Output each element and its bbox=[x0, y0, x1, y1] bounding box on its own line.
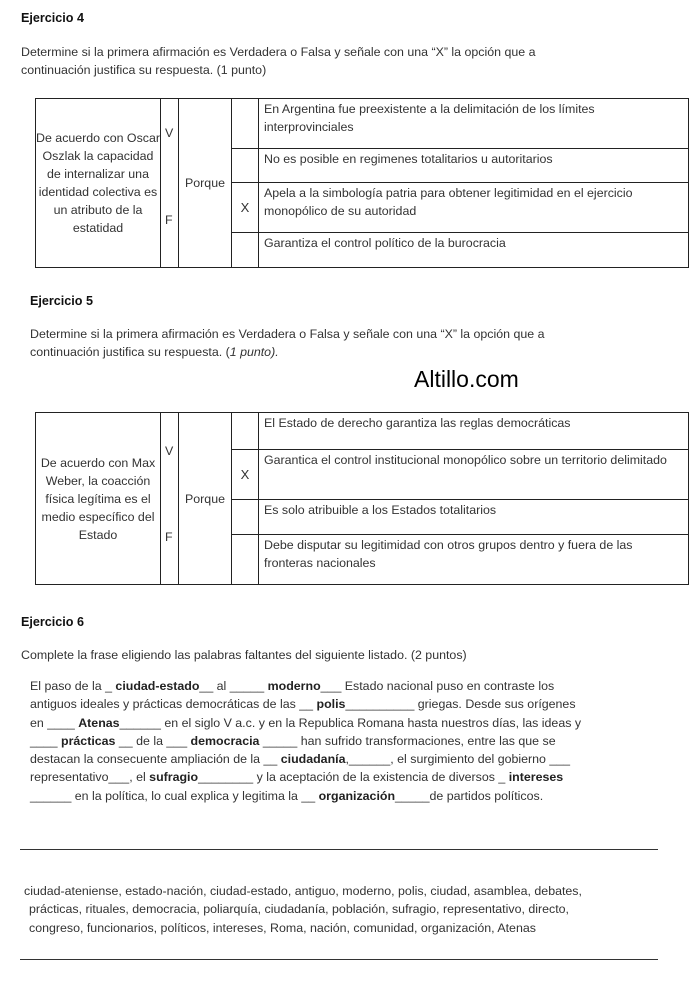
ex5-instructions-line1: Determine si la primera afirmación es Verdadera o Falsa y señale con una “X” la opción que a bbox=[30, 327, 545, 341]
ex6-word-list-line-1: ciudad-ateniense, estado-nación, ciudad-estado, antiguo, moderno, polis, ciudad, asamblea, debates, bbox=[24, 884, 582, 898]
ex5-option-2: Garantica el control institucional monopólico sobre un territorio delimitado bbox=[259, 450, 689, 500]
ex6-line-7: ______ en la política, lo cual explica y legitima la __ organización_____de partidos políticos. bbox=[30, 788, 544, 803]
watermark: Altillo.com bbox=[414, 366, 519, 392]
ex6-answer: democracia bbox=[190, 733, 260, 748]
ex5-heading: Ejercicio 5 bbox=[30, 294, 94, 308]
ex6-answer: polis bbox=[316, 697, 346, 712]
ex5-option-1: El Estado de derecho garantiza las reglas democráticas bbox=[259, 413, 689, 450]
ex4-option-1: En Argentina fue preexistente a la delimitación de los límites interprovinciales bbox=[259, 99, 689, 149]
ex5-mark-2[interactable]: X bbox=[232, 450, 259, 500]
ex6-word-list bbox=[24, 882, 684, 937]
ex4-instructions bbox=[21, 43, 681, 79]
ex4-heading: Ejercicio 4 bbox=[21, 11, 85, 25]
ex4-option-2: No es posible en regimenes totalitarios u autoritarios bbox=[259, 149, 689, 183]
ex4-instructions-line2: continuación justifica su respuesta. (1 punto) bbox=[21, 63, 267, 77]
ex6-answer: organización bbox=[318, 788, 396, 803]
ex4-mark-2[interactable] bbox=[232, 149, 259, 183]
divider-top bbox=[20, 849, 658, 850]
ex6-answer: prácticas bbox=[61, 733, 116, 748]
ex6-paragraph bbox=[30, 677, 690, 805]
ex4-v-label: V bbox=[165, 125, 174, 140]
ex5-statement: De acuerdo con Max Weber, la coacción física legítima es el medio específico del Estado bbox=[36, 413, 161, 585]
ex5-option-4: Debe disputar su legitimidad con otros grupos dentro y fuera de las fronteras nacionales bbox=[259, 535, 689, 585]
ex4-option-3: Apela a la simbología patria para obtener legitimidad en el ejercicio monopólico de su autoridad bbox=[259, 183, 689, 233]
ex4-mark-4[interactable] bbox=[232, 233, 259, 268]
ex6-word-list-line-3: congreso, funcionarios, políticos, intereses, Roma, nación, comunidad, organización, Atenas bbox=[29, 920, 536, 935]
ex6-answer: ciudad-estado bbox=[115, 679, 200, 693]
ex5-instructions-line2-b: 1 punto). bbox=[229, 345, 279, 359]
ex6-heading: Ejercicio 6 bbox=[21, 615, 85, 629]
divider-bottom bbox=[20, 959, 658, 960]
ex6-line-2: antiguos ideales y prácticas democráticas de las __ polis__________ griegas. Desde sus orígenes bbox=[30, 697, 576, 712]
ex4-mark-1[interactable] bbox=[232, 99, 259, 149]
ex5-mark-3[interactable] bbox=[232, 500, 259, 535]
ex4-statement: De acuerdo con Oscar Oszlak la capacidad de internalizar una identidad colectiva es un atributo de la estatidad bbox=[36, 99, 161, 268]
ex5-v-label: V bbox=[165, 443, 174, 458]
ex6-answer: intereses bbox=[508, 770, 564, 785]
ex5-mark-1[interactable] bbox=[232, 413, 259, 450]
ex5-instructions-line2-a: continuación justifica su respuesta. ( bbox=[30, 345, 230, 359]
ex6-answer: moderno bbox=[267, 679, 321, 693]
ex6-line-5: destacan la consecuente ampliación de la __ ciudadanía,______, el surgimiento del gobierno ___ bbox=[30, 752, 571, 767]
ex6-answer: ciudadanía bbox=[280, 752, 346, 767]
ex5-mark-4[interactable] bbox=[232, 535, 259, 585]
ex6-line-1: El paso de la _ ciudad-estado__ al _____ moderno___ Estado nacional puso en contraste los bbox=[30, 679, 555, 693]
ex4-mark-3[interactable]: X bbox=[232, 183, 259, 233]
ex6-line-4: ____ prácticas __ de la ___ democracia _____ han sufrido transformaciones, entre las que se bbox=[30, 733, 556, 748]
ex6-line-3: en ____ Atenas______ en el siglo V a.c. y en la Republica Romana hasta nuestros días, las ideas y bbox=[30, 715, 582, 730]
ex6-instructions: Complete la frase eligiendo las palabras faltantes del siguiente listado. (2 puntos) bbox=[21, 648, 467, 662]
ex5-vf-cell bbox=[161, 413, 179, 585]
ex4-instructions-line1: Determine si la primera afirmación es Verdadera o Falsa y señale con una “X” la opción que a bbox=[21, 45, 536, 59]
ex5-instructions bbox=[30, 325, 680, 361]
ex5-f-label: F bbox=[165, 529, 173, 544]
ex4-f-label: F bbox=[165, 212, 173, 227]
ex4-vf-cell bbox=[161, 99, 179, 268]
ex6-answer: sufragio bbox=[149, 770, 199, 785]
ex4-option-4: Garantiza el control político de la burocracia bbox=[259, 233, 689, 268]
ex6-answer: Atenas bbox=[78, 715, 120, 730]
ex6-line-6: representativo___, el sufragio________ y la aceptación de la existencia de diversos _ intereses bbox=[30, 770, 564, 785]
ex5-instructions-line2 bbox=[30, 343, 680, 361]
ex5-option-3: Es solo atribuible a los Estados totalitarios bbox=[259, 500, 689, 535]
ex4-table bbox=[35, 98, 689, 268]
ex4-porque: Porque bbox=[179, 99, 232, 268]
ex5-table bbox=[35, 412, 689, 585]
ex6-word-list-line-2: prácticas, rituales, democracia, poliarquía, ciudadanía, población, sufragio, representativo, directo, bbox=[29, 902, 569, 917]
ex5-porque: Porque bbox=[179, 413, 232, 585]
